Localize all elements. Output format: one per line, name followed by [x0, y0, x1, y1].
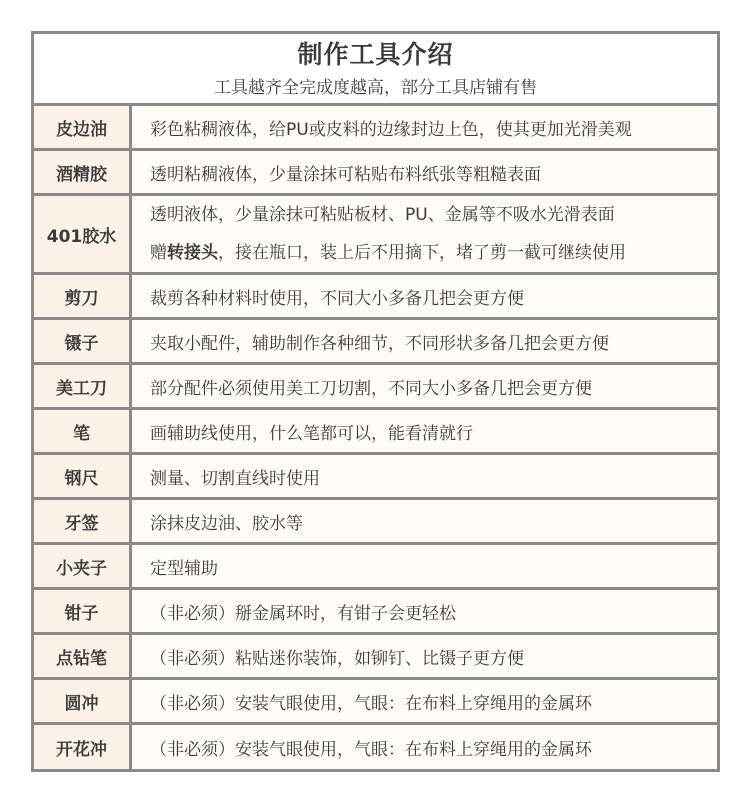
page-title: 制作工具介绍: [297, 40, 454, 69]
description-text: 彩色粘稠液体，给PU或皮料的边缘封边上色，使其更加光滑美观: [150, 119, 632, 140]
tool-name: 开花冲: [34, 725, 132, 769]
tool-description: [132, 410, 717, 452]
description-text: 画辅助线使用，什么笔都可以，能看清就行: [150, 423, 473, 444]
tool-name: 剪刀: [34, 275, 132, 317]
adapter-highlight: 转接头: [167, 243, 218, 263]
table-row: [34, 725, 717, 769]
description-text: 涂抹皮边油、胶水等: [150, 513, 303, 534]
tool-name: 钢尺: [34, 455, 132, 497]
tool-description: [132, 365, 717, 407]
description-text: （非必须）安装气眼使用，气眼：在布料上穿绳用的金属环: [150, 693, 592, 714]
table-row: [34, 590, 717, 635]
description-text: 测量、切割直线时使用: [150, 468, 320, 489]
tool-name: 美工刀: [34, 365, 132, 407]
description-text: （非必须）掰金属环时，有钳子会更轻松: [150, 603, 456, 624]
page-subtitle: 工具越齐全完成度越高，部分工具店铺有售: [214, 78, 537, 98]
description-text: 透明粘稠液体，少量涂抹可粘贴布料纸张等粗糙表面: [150, 164, 541, 185]
tool-name: 酒精胶: [34, 151, 132, 193]
gift-prefix: 赠: [150, 243, 167, 263]
table-row: [34, 680, 717, 725]
table-row: [34, 365, 717, 410]
tool-description: [132, 635, 717, 677]
tool-description: [132, 455, 717, 497]
tool-description: [132, 500, 717, 542]
table-row: [34, 500, 717, 545]
table-row: [34, 151, 717, 196]
tool-description: [132, 275, 717, 317]
subtitle-row: [34, 76, 717, 106]
gift-rest: ，接在瓶口，装上后不用摘下，堵了剪一截可继续使用: [218, 243, 626, 263]
description-line-2: [150, 234, 717, 272]
tools-table: [31, 31, 720, 772]
tool-name: 镊子: [34, 320, 132, 362]
table-row: [34, 196, 717, 275]
tool-description: [132, 106, 717, 148]
tool-name: 皮边油: [34, 106, 132, 148]
tool-name: 牙签: [34, 500, 132, 542]
table-row: [34, 410, 717, 455]
description-text: 部分配件必须使用美工刀切割，不同大小多备几把会更方便: [150, 378, 592, 399]
tool-description: [132, 590, 717, 632]
title-row: [34, 34, 717, 76]
tool-name: 笔: [34, 410, 132, 452]
tool-name: 小夹子: [34, 545, 132, 587]
tool-description: [132, 196, 717, 272]
description-line-1: 透明液体，少量涂抹可粘贴板材、PU、金属等不吸水光滑表面: [150, 205, 615, 225]
tool-description: [132, 151, 717, 193]
description-text: （非必须）粘贴迷你装饰，如铆钉、比镊子更方便: [150, 648, 524, 669]
table-row: [34, 545, 717, 590]
tool-description: [132, 545, 717, 587]
table-row: [34, 275, 717, 320]
tool-description: [132, 680, 717, 722]
table-row: [34, 320, 717, 365]
tool-name: 401胶水: [34, 196, 132, 272]
table-row: [34, 455, 717, 500]
description-text: 裁剪各种材料时使用，不同大小多备几把会更方便: [150, 288, 524, 309]
tool-name: 钳子: [34, 590, 132, 632]
table-row: [34, 635, 717, 680]
table-row: [34, 106, 717, 151]
description-text: 夹取小配件，辅助制作各种细节，不同形状多备几把会更方便: [150, 333, 609, 354]
tool-name: 点钻笔: [34, 635, 132, 677]
description-text: 定型辅助: [150, 558, 218, 579]
tool-name: 圆冲: [34, 680, 132, 722]
description-text: （非必须）安装气眼使用，气眼：在布料上穿绳用的金属环: [150, 739, 592, 760]
tool-description: [132, 320, 717, 362]
tool-description: [132, 725, 717, 769]
